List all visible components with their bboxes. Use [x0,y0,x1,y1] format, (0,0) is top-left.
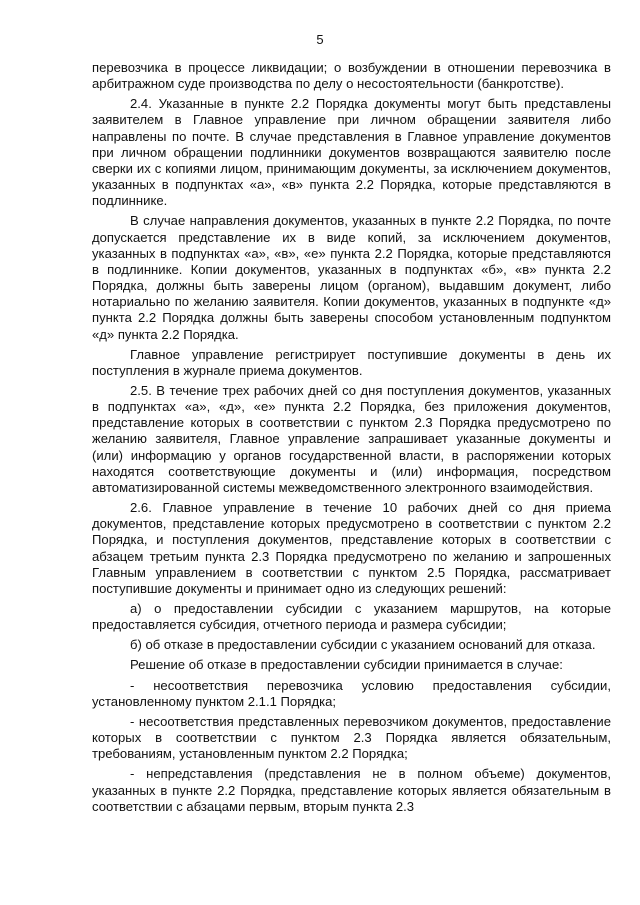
paragraph-2-4: 2.4. Указанные в пункте 2.2 Порядка документы могут быть представлены заявителем в Главное управление при личном обращении заявителя либо направлены по почте. В случае представления в Главное управление документов при личном обращении подлинники документов возвращаются заявителю после сверки их с копиями лицом, принимающим документы, за исключением документов, указанных в подпунктах «а», «в» пункта 2.2 Порядка, которые представляются в подлиннике. [92,96,611,209]
document-body [92,60,611,815]
refusal-case-3: - непредставления (представления не в полном объеме) документов, указанных в пункте 2.2 Порядка, представление которых является обязательным в соответствии с абзацами первым, вторым пункта 2.3 [92,766,611,814]
decision-item-a: а) о предоставлении субсидии с указанием маршрутов, на которые предоставляется субсидия, отчетного периода и размера субсидии; [92,601,611,633]
refusal-case-2: - несоответствия представленных перевозчиком документов, предоставление которых в соответствии с пунктом 2.3 Порядка является обязательным, требованиям, установленным пунктом 2.2 Порядка; [92,713,611,762]
paragraph-continuation: перевозчика в процессе ликвидации; о возбуждении в отношении перевозчика в арбитражном суде производства по делу о несостоятельности (банкротстве). [92,60,611,92]
decision-item-b: б) об отказе в предоставлении субсидии с указанием оснований для отказа. [130,637,596,653]
paragraph-2-6: 2.6. Главное управление в течение 10 рабочих дней со дня приема документов, представление которых предусмотрено в соответствии с пунктом 2.2 Порядка, и поступления документов, представление которых в соответствии с абзацем третьим пункта 2.3 Порядка предусмотрено по желанию и запрошенных Главным управлением в соответствии с пунктом 2.5 Порядка, рассматривает поступившие документы и принимает одно из следующих решений: [92,500,611,596]
page-number: 5 [316,32,324,47]
paragraph-refusal-cases: Решение об отказе в предоставлении субсидии принимается в случае: [130,657,563,673]
paragraph-registration: Главное управление регистрирует поступившие документы в день их поступления в журнале приема документов. [92,346,611,378]
refusal-case-1: - несоответствия перевозчика условию предоставления субсидии, установленному пунктом 2.1.1 Порядка; [92,677,611,709]
paragraph-mail-submission: В случае направления документов, указанных в пункте 2.2 Порядка, по почте допускается представление их в виде копий, за исключением документов, указанных в подпунктах «а», «в», «е» пункта 2.2 Порядка, которые представляются в подлиннике. Копии документов, указанных в подпунктах «б», «в» пункта 2.2 Порядка, должны быть заверены лицом (органом), выдавшим документ, либо нотариально по желанию заявителя. Копии документов, указанных в подпункте «д» пункта 2.2 Порядка должны быть заверены способом установленным подпунктом «д» пункта 2.2 Порядка. [92,213,611,342]
paragraph-2-5: 2.5. В течение трех рабочих дней со дня поступления документов, указанных в подпунктах «а», «д», «е» пункта 2.2 Порядка, без приложения документов, представление которых в соответствии с пунктом 2.3 Порядка предусмотрено по желанию заявителя, Главное управление запрашивает указанные документы и (или) информацию у органов государственной власти, в распоряжении которых находятся соответствующие документы и (или) информация, посредством автоматизированной системы межведомственного электронного взаимодействия. [92,382,611,495]
